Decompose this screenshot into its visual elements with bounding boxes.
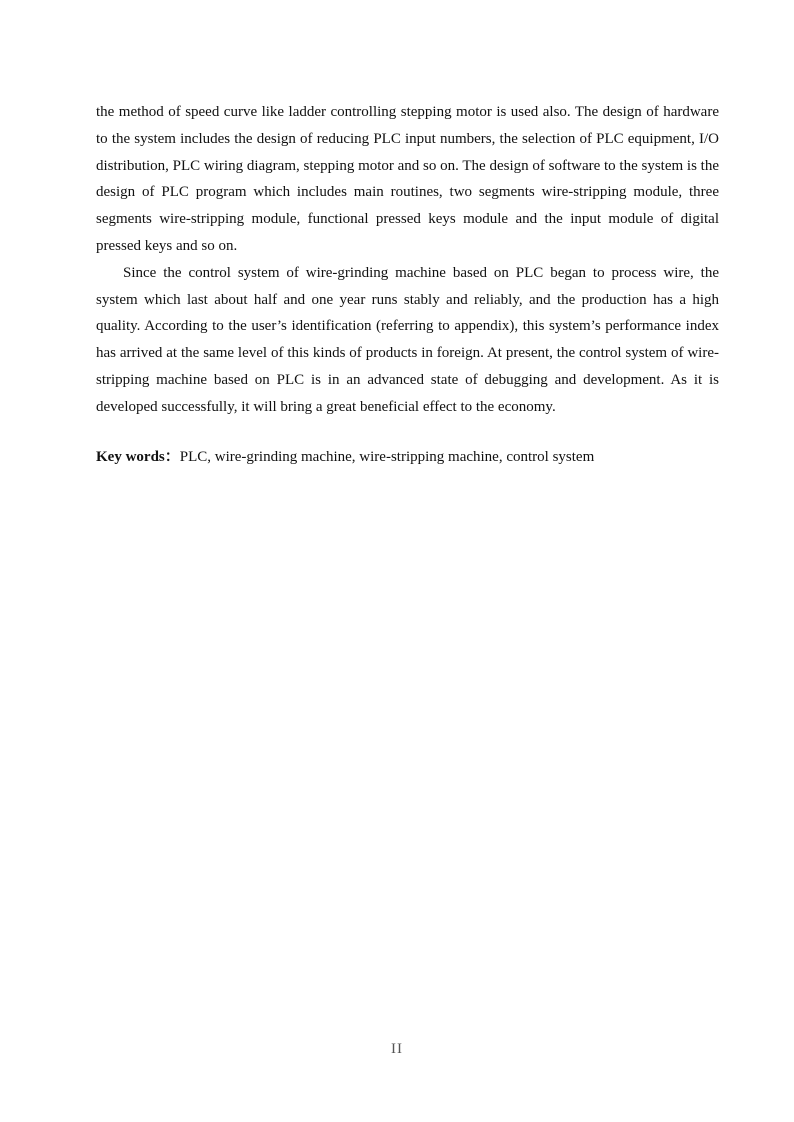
keywords-value: PLC, wire-grinding machine, wire-stripping machine, control system <box>179 448 595 465</box>
keywords-label: Key words： <box>96 448 180 465</box>
keywords-line <box>96 444 719 471</box>
abstract-paragraph-2: Since the control system of wire-grinding machine based on PLC began to process wire, the system which last about half and one year runs stably and reliably, and the production has a high quality. According to the user’s identification (referring to appendix), this system’s performance index has arrived at the same level of this kinds of products in foreign. At present, the control system of wire-stripping machine based on PLC is in an advanced state of debugging and development. As it is developed successfully, it will bring a great beneficial effect to the economy. <box>96 264 719 415</box>
abstract-paragraph-1: the method of speed curve like ladder controlling stepping motor is used also. The design of hardware to the system includes the design of reducing PLC input numbers, the selection of PLC equipment, I/O distribution, PLC wiring diagram, stepping motor and so on. The design of software to the system is the design of PLC program which includes main routines, two segments wire-stripping module, three segments wire-stripping module, functional pressed keys module and the input module of digital pressed keys and so on. <box>96 104 719 254</box>
page-number: II <box>391 1041 403 1057</box>
abstract-body <box>96 99 719 470</box>
